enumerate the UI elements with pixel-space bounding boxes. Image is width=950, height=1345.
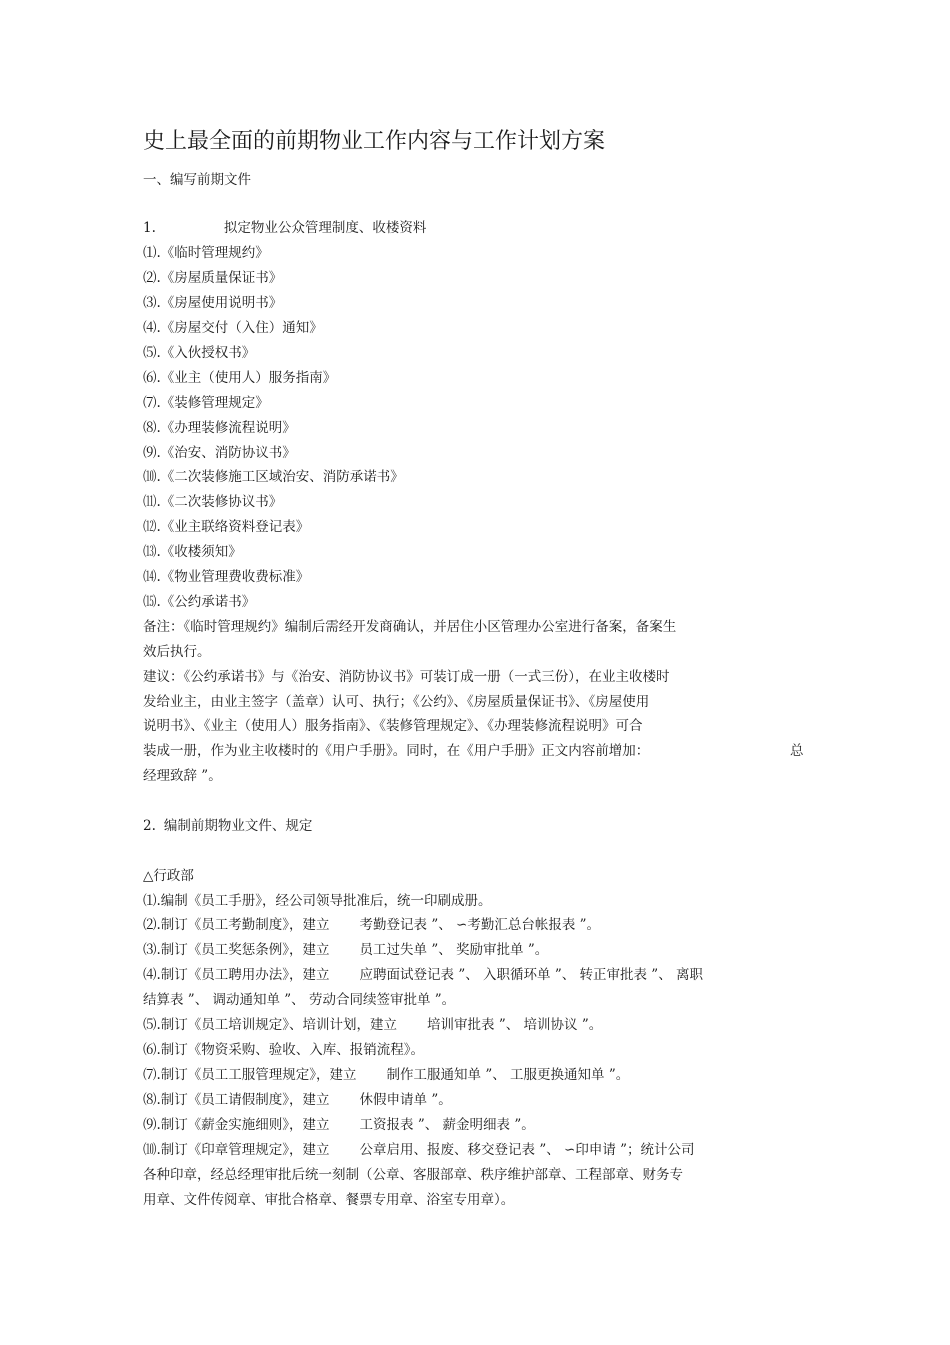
document-title: 史上最全面的前期物业工作内容与工作计划方案 — [143, 129, 606, 154]
department-heading: △行政部 — [143, 868, 194, 884]
list-item: ⑶.制订《员工奖惩条例》，建立 员工过失单 ”、 奖励审批单 ”。 — [143, 942, 549, 958]
section-heading-1: 一、编写前期文件 — [143, 172, 251, 188]
subsection-1-number: 1. — [143, 220, 156, 236]
paragraph-line: 效后执行。 — [143, 644, 211, 660]
list-item: ⑴.编制《员工手册》，经公司领导批准后，统一印刷成册。 — [143, 893, 492, 909]
subsection-2-number: 2. — [143, 818, 156, 834]
list-item: ⒂.《公约承诺书》 — [143, 594, 256, 610]
list-item: ⑵.制订《员工考勤制度》，建立 考勤登记表 ”、 ∽考勤汇总台帐报表 ”。 — [143, 917, 601, 933]
list-item: ⑽.《二次装修施工区域治安、消防承诺书》 — [143, 469, 404, 485]
list-item: ⑾.《二次装修协议书》 — [143, 494, 283, 510]
paragraph-line: 发给业主，由业主签字（盖章）认可、执行；《公约》、《房屋质量保证书》、《房屋使用 — [143, 694, 650, 710]
subsection-2-text: 编制前期物业文件、规定 — [163, 818, 313, 834]
paragraph-line: 装成一册，作为业主收楼时的《用户手册》。同时，在《用户手册》正文内容前增加： — [143, 743, 650, 759]
paragraph-line: 说明书》、《业主（使用人）服务指南》、《装修管理规定》、《办理装修流程说明》可合 — [143, 718, 643, 734]
list-item: ⑷.《房屋交付（入住）通知》 — [143, 320, 323, 336]
list-item: ⑻.制订《员工请假制度》，建立 休假申请单 ”。 — [143, 1092, 452, 1108]
list-item: ⑶.《房屋使用说明书》 — [143, 295, 283, 311]
list-item: ⑹.《业主（使用人）服务指南》 — [143, 370, 337, 386]
paragraph-line: 经理致辞 ”。 — [143, 768, 222, 784]
list-item: ⑺.《装修管理规定》 — [143, 395, 269, 411]
list-item: ⑹.制订《物资采购、验收、入库、报销流程》。 — [143, 1042, 425, 1058]
list-item: 结算表 ”、 调动通知单 ”、 劳动合同续签审批单 ”。 — [143, 992, 456, 1008]
paragraph-line: 备注：《临时管理规约》编制后需经开发商确认，并居住小区管理办公室进行备案，备案生 — [143, 619, 677, 635]
list-item: ⑵.《房屋质量保证书》 — [143, 270, 283, 286]
paragraph-line: 建议：《公约承诺书》与《治安、消防协议书》可装订成一册（一式三份），在业主收楼时 — [143, 669, 670, 685]
list-item: ⑿.《业主联络资料登记表》 — [143, 519, 310, 535]
list-item: ⑼.制订《薪金实施细则》，建立 工资报表 ”、 薪金明细表 ”。 — [143, 1117, 535, 1133]
subsection-1-text: 拟定物业公众管理制度、收楼资料 — [223, 220, 427, 236]
subsection-1 — [143, 218, 426, 238]
list-item: ⑴.《临时管理规约》 — [143, 245, 269, 261]
list-item: ⑸.制订《员工培训规定》、培训计划，建立 培训审批表 ”、 培训协议 ”。 — [143, 1017, 603, 1033]
list-item: ⒁.《物业管理费收费标准》 — [143, 569, 310, 585]
list-item: 用章、文件传阅章、审批合格章、餐票专用章、浴室专用章）。 — [143, 1192, 515, 1208]
list-item: ⒀.《收楼须知》 — [143, 544, 242, 560]
subsection-2 — [143, 816, 312, 836]
list-item: ⑷.制订《员工聘用办法》，建立 应聘面试登记表 ”、 入职循环单 ”、 转正审批表 ”、 离职 — [143, 967, 703, 983]
list-item: ⑻.《办理装修流程说明》 — [143, 420, 296, 436]
list-item: ⑺.制订《员工工服管理规定》，建立 制作工服通知单 ”、 工服更换通知单 ”。 — [143, 1067, 630, 1083]
list-item: 各种印章，经总经理审批后统一刻制（公章、客服部章、秩序维护部章、工程部章、财务专 — [143, 1167, 683, 1183]
paragraph-line-tail: 总 — [790, 743, 804, 759]
list-item: ⑸.《入伙授权书》 — [143, 345, 256, 361]
list-item: ⑽.制订《印章管理规定》，建立 公章启用、报废、移交登记表 ”、 ∽印申请 ”；统计公司 — [143, 1142, 695, 1158]
list-item: ⑼.《治安、消防协议书》 — [143, 445, 296, 461]
